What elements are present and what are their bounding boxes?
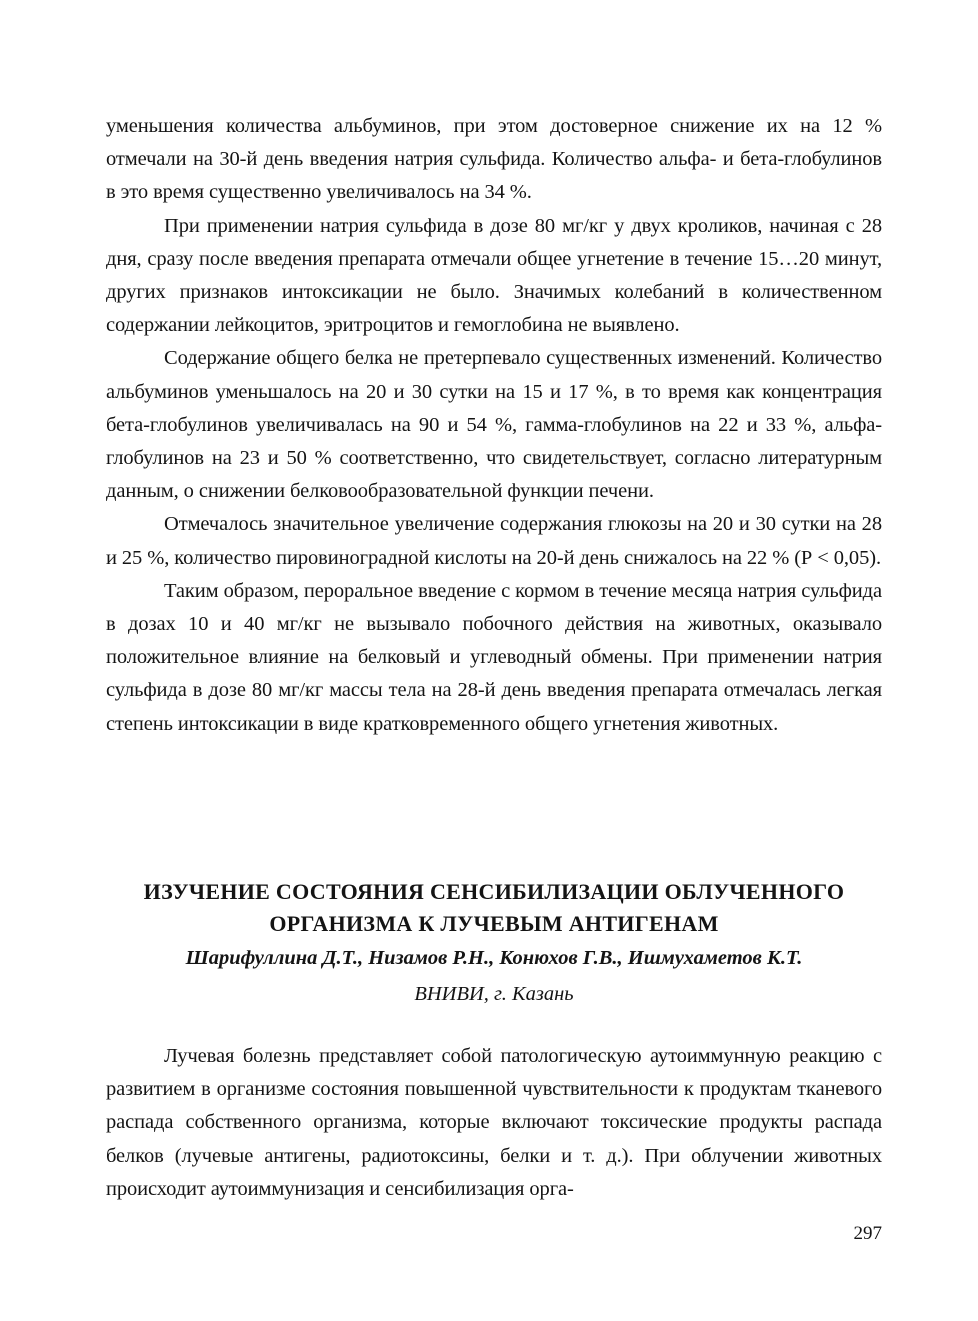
article-institution: ВНИВИ, г. Казань <box>414 983 574 1005</box>
paragraph-conclusion: Таким образом, пероральное введение с кормом в течение месяца натрия сульфида в дозах 10 и 40 мг/кг не вызывало побочного действия на животных, оказывало положительное влияние на белковый и углеводный обмены. При применении натрия сульфида в дозе 80 мг/кг массы тела на 28-й день введения препарата отмечалась легкая степень интоксикации в виде кратковременного общего угнетения животных. <box>106 579 882 735</box>
paragraph-dose-80: При применении натрия сульфида в дозе 80 мг/кг у двух кроликов, начиная с 28 дня, сразу после введения препарата отмечали общее угнетение в течение 15…20 минут, других признаков интоксикации не было. Значимых колебаний в количественном содержании лейкоцитов, эритроцитов и гемоглобина не выявлено. <box>106 214 882 337</box>
article-title <box>106 876 882 940</box>
paragraph-intro: Лучевая болезнь представляет собой патологическую аутоиммунную реакцию с развитием в организме состояния повышенной чувствительности к продуктам тканевого распада собственного организма, которые включают токсические продукты распада белков (лучевые антигены, радиотоксины, белки и т. д.). При облучении животных происходит аутоиммунизация и сенсибилизация орга- <box>106 1045 882 1200</box>
article-title-line-2: ОРГАНИЗМА К ЛУЧЕВЫМ АНТИГЕНАМ <box>269 911 719 936</box>
article-body <box>106 1040 882 1206</box>
paragraph-albumin-decrease: уменьшения количества альбуминов, при этом достоверное снижение их на 12 % отмечали на 30-й день введения натрия сульфида. Количество альфа- и бета-глобулинов в это время существенно увеличивалось на 34 %. <box>106 115 882 204</box>
body-text <box>106 110 882 741</box>
article-title-line-1: ИЗУЧЕНИЕ СОСТОЯНИЯ СЕНСИБИЛИЗАЦИИ ОБЛУЧЕННОГО <box>143 879 845 904</box>
paragraph-total-protein: Содержание общего белка не претерпевало существенных изменений. Количество альбуминов уменьшалось на 20 и 30 сутки на 15 и 17 %, в то время как концентрация бета-глобулинов увеличивалась на 90 и 54 %, гамма-глобулинов на 22 и 33 %, альфа-глобулинов на 23 и 50 % соответственно, что свидетельствует, согласно литературным данным, о снижении белковообразовательной функции печени. <box>106 347 882 503</box>
paragraph-glucose: Отмечалось значительное увеличение содержания глюкозы на 20 и 30 сутки на 28 и 25 %, количество пировиноградной кислоты на 20-й день снижалось на 22 % (Р < 0,05). <box>106 513 882 569</box>
page-number: 297 <box>853 1223 882 1244</box>
article-authors: Шарифуллина Д.Т., Низамов Р.Н., Конюхов Г.В., Ишмухаметов К.Т. <box>185 947 803 969</box>
